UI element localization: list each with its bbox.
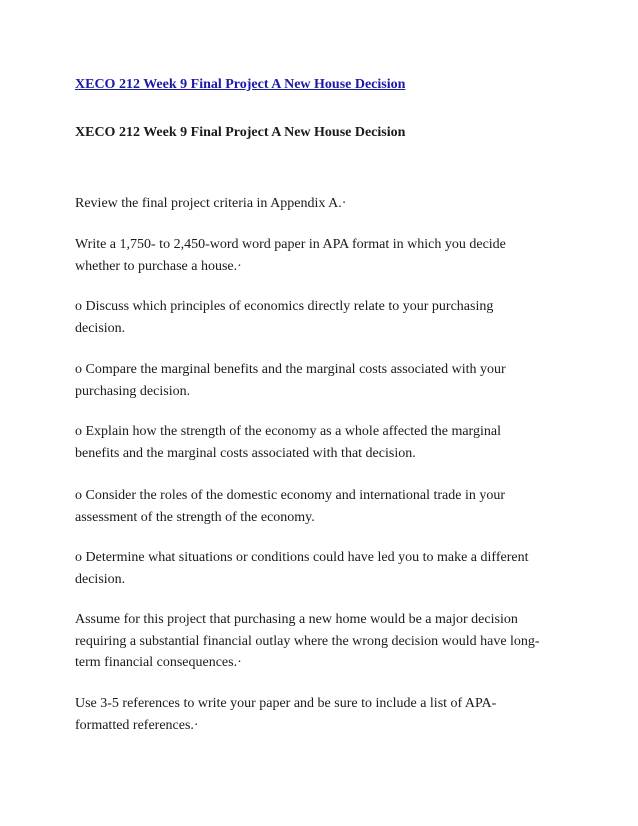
paragraph-line: requiring a substantial financial outlay where the wrong decision would have long- [75,633,540,649]
paragraph-line: Write a 1,750- to 2,450-word word paper in APA format in which you decide [75,237,506,252]
paragraph-line: Assume for this project that purchasing a new home would be a major decision [75,612,518,627]
paragraph-line: decision. [75,571,126,587]
paragraph-compare-marginal [75,359,575,402]
paragraph-line: whether to purchase a house.· [75,258,242,274]
paragraph-line: assessment of the strength of the economy. [75,509,315,525]
paragraph-line: term financial consequences.· [75,655,242,670]
paragraph-line: o Compare the marginal benefits and the marginal costs associated with your [75,362,506,377]
paragraph-line: purchasing decision. [75,383,191,399]
paragraph-line: o Explain how the strength of the economy as a whole affected the marginal [75,424,501,439]
paragraph-determine-situations [75,547,575,590]
paragraph-line: formatted references.· [75,717,199,733]
paragraph-line: Review the final project criteria in Appendix A.· [75,196,347,211]
paragraph-discuss-principles [75,296,575,339]
document-heading: XECO 212 Week 9 Final Project A New House Decision [75,125,406,140]
paragraph-line: benefits and the marginal costs associated with that decision. [75,445,416,461]
paragraph-review-criteria [75,193,575,215]
document-title-link[interactable]: XECO 212 Week 9 Final Project A New House Decision [75,77,406,92]
paragraph-explain-economy [75,421,575,464]
paragraph-write-paper [75,234,575,277]
paragraph-references [75,693,575,736]
paragraph-line: Use 3-5 references to write your paper and be sure to include a list of APA- [75,696,497,711]
paragraph-line: decision. [75,320,126,336]
paragraph-line: o Consider the roles of the domestic economy and international trade in your [75,488,505,503]
paragraph-consider-roles [75,485,575,528]
paragraph-line: o Discuss which principles of economics directly relate to your purchasing [75,299,494,314]
paragraph-assume-project [75,609,575,674]
paragraph-line: o Determine what situations or conditions could have led you to make a different [75,550,529,565]
